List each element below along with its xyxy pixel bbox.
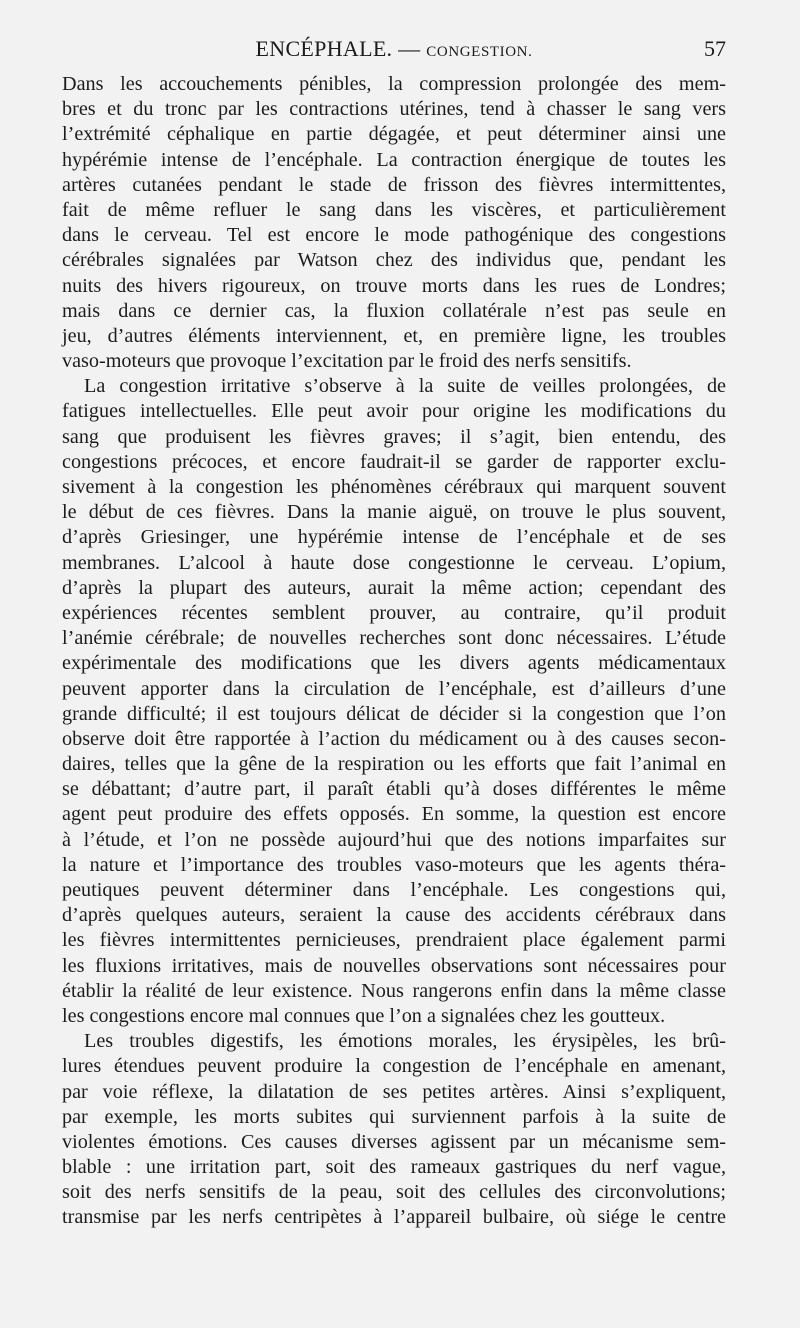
page-header (62, 36, 726, 66)
text-line: établir la réalité de leur existence. Nous rangerons enfin dans la même classe (62, 979, 726, 1002)
text-line: expérimentale des modifications que les divers agents médicamentaux (62, 652, 726, 675)
body-text (62, 72, 726, 1231)
text-line: se débattant; d’autre part, il paraît établi qu’à doses différentes le même (62, 778, 726, 801)
text-line: lures étendues peuvent produire la congestion de l’encéphale en amenant, (62, 1055, 726, 1078)
text-line: vaso-moteurs que provoque l’excitation par le froid des nerfs sensitifs. (62, 350, 632, 373)
running-title-main: ENCÉPHALE. — (255, 36, 421, 61)
text-line: d’après quelques auteurs, seraient la cause des accidents cérébraux dans (62, 904, 726, 927)
text-line: la nature et l’importance des troubles vaso-moteurs que les agents théra- (62, 853, 726, 876)
text-line: hypérémie intense de l’encéphale. La contraction énergique de toutes les (62, 148, 726, 171)
running-title (62, 36, 726, 62)
text-line: blable : une irritation part, soit des rameaux gastriques du nerf vague, (62, 1156, 726, 1179)
text-line: les congestions encore mal connues que l’on a signalées chez les goutteux. (62, 1004, 666, 1027)
text-line: peutiques peuvent déterminer dans l’encéphale. Les congestions qui, (62, 879, 726, 901)
text-line: le début de ces fièvres. Dans la manie aiguë, on trouve le plus souvent, (62, 501, 726, 524)
text-line-paragraph-start: Les troubles digestifs, les émotions morales, les érysipèles, les brû- (84, 1030, 726, 1053)
text-line: fait de même refluer le sang dans les viscères, et particulièrement (62, 198, 726, 221)
text-line: daires, telles que la gêne de la respiration ou les efforts que fait l’animal en (62, 753, 726, 776)
text-line: artères cutanées pendant le stade de frisson des fièvres intermittentes, (62, 173, 726, 196)
text-line: par exemple, les morts subites qui surviennent parfois à la suite de (62, 1105, 726, 1128)
text-line: congestions précoces, et encore faudrait-il se garder de rapporter exclu- (62, 450, 726, 473)
text-line: soit des nerfs sensitifs de la peau, soit des cellules des circonvolutions; (62, 1181, 726, 1204)
text-line: membranes. L’alcool à haute dose congestionne le cerveau. L’opium, (62, 551, 726, 574)
text-line-paragraph-start: La congestion irritative s’observe à la suite de veilles prolongées, de (84, 375, 726, 398)
text-line: à l’étude, et l’on ne possède aujourd’hui que des notions imparfaites sur (62, 828, 726, 851)
text-line: transmise par les nerfs centripètes à l’appareil bulbaire, où siége le centre (62, 1206, 726, 1229)
text-line: les fièvres intermittentes pernicieuses, prendraient place également parmi (62, 929, 726, 952)
text-line: agent peut produire des effets opposés. En somme, la question est encore (62, 803, 726, 826)
text-line: nuits des hivers rigoureux, on trouve morts dans les rues de Londres; (62, 274, 726, 297)
text-line: sang que produisent les fièvres graves; il s’agit, bien entendu, des (62, 425, 726, 448)
text-line: mais dans ce dernier cas, la fluxion collatérale n’est pas seule en (62, 299, 726, 322)
text-line: par voie réflexe, la dilatation de ses petites artères. Ainsi s’expliquent, (62, 1080, 726, 1103)
text-line: violentes émotions. Ces causes diverses agissent par un mécanisme sem- (62, 1130, 726, 1153)
text-line: cérébrales signalées par Watson chez des individus que, pendant les (62, 249, 726, 272)
text-line: sivement à la congestion les phénomènes cérébraux qui marquent souvent (62, 476, 726, 498)
text-line: dans le cerveau. Tel est encore le mode pathogénique des congestions (62, 224, 726, 247)
text-line: bres et du tronc par les contractions utérines, tend à chasser le sang vers (62, 98, 726, 121)
text-line: Dans les accouchements pénibles, la compression prolongée des mem- (62, 73, 726, 95)
running-title-section: CONGESTION. (426, 44, 533, 60)
text-line: grande difficulté; il est toujours délicat de décider si la congestion que l’on (62, 702, 726, 725)
text-line: l’anémie cérébrale; de nouvelles recherches sont donc nécessaires. L’étude (62, 627, 726, 650)
page-number: 57 (704, 36, 726, 61)
text-line: l’extrémité céphalique en partie dégagée, et peut déterminer ainsi une (62, 123, 726, 146)
text-line: observe doit être rapportée à l’action du médicament ou à des causes secon- (62, 727, 726, 750)
text-line: expériences récentes semblent prouver, au contraire, qu’il produit (62, 601, 726, 624)
text-line: fatigues intellectuelles. Elle peut avoir pour origine les modifications du (62, 400, 726, 423)
text-line: peuvent apporter dans la circulation de l’encéphale, est d’ailleurs d’une (62, 677, 726, 700)
text-line: les fluxions irritatives, mais de nouvelles observations sont nécessaires pour (62, 954, 726, 977)
text-line: d’après Griesinger, une hypérémie intense de l’encéphale et de ses (62, 526, 726, 549)
text-line: d’après la plupart des auteurs, aurait la même action; cependant des (62, 576, 726, 599)
text-line: jeu, d’autres éléments interviennent, et, en première ligne, les troubles (62, 324, 726, 347)
